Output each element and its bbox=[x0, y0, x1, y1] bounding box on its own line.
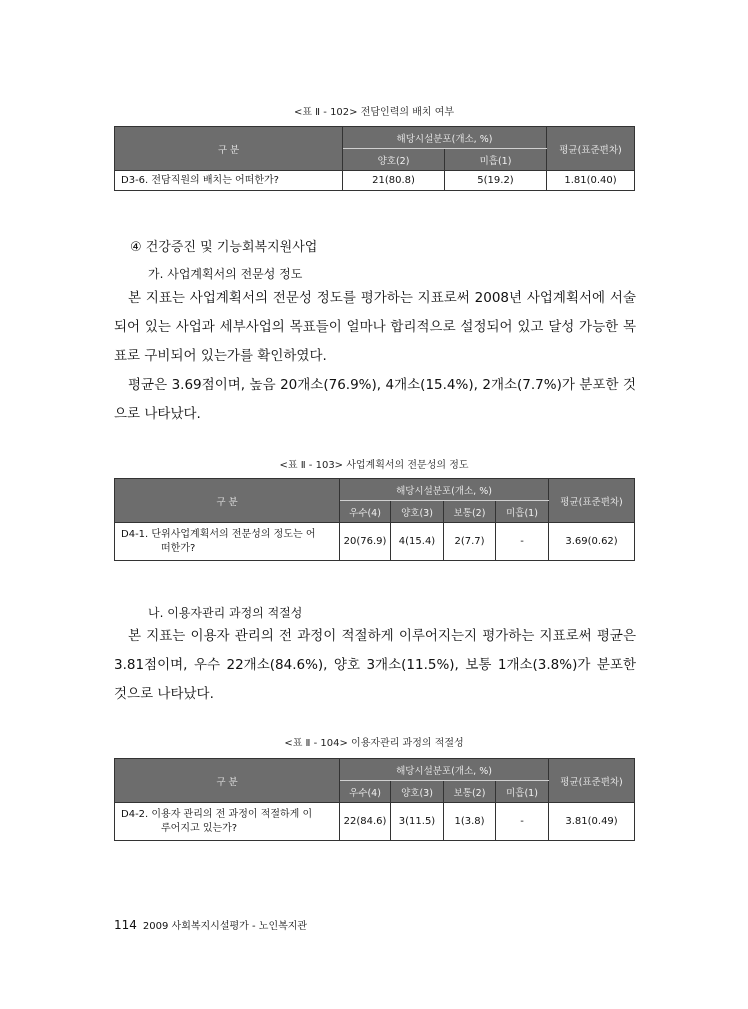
header-col: 미흡(1) bbox=[445, 149, 547, 171]
header-col: 양호(3) bbox=[391, 501, 444, 523]
table-102 bbox=[114, 126, 635, 191]
header-col: 양호(3) bbox=[391, 781, 444, 803]
table-102-caption: <표 Ⅱ - 102> 전담인력의 배치 여부 bbox=[293, 107, 455, 118]
footer-title: 2009 사회복지시설평가 - 노인복지관 bbox=[142, 921, 308, 932]
table-row bbox=[115, 171, 635, 191]
row-value: 3(11.5) bbox=[391, 803, 444, 841]
row-value: 20(76.9) bbox=[340, 523, 391, 561]
header-gubun: 구 분 bbox=[115, 759, 340, 803]
header-group: 해당시설분포(개소, %) bbox=[340, 759, 549, 781]
row-value: 22(84.6) bbox=[340, 803, 391, 841]
header-gubun: 구 분 bbox=[115, 479, 340, 523]
subsection-a-heading: 가. 사업계획서의 전문성 정도 bbox=[148, 267, 303, 281]
table-104 bbox=[114, 758, 635, 841]
row-question-line2: 떠한가? bbox=[161, 542, 196, 554]
header-col: 우수(4) bbox=[340, 501, 391, 523]
header-col: 양호(2) bbox=[343, 149, 445, 171]
row-question bbox=[115, 803, 340, 841]
row-mean: 3.69(0.62) bbox=[549, 523, 635, 561]
header-mean: 평균(표준편차) bbox=[549, 759, 635, 803]
table-103 bbox=[114, 478, 635, 561]
section-heading: ④ 건강증진 및 기능회복지원사업 bbox=[130, 240, 318, 255]
header-group: 해당시설분포(개소, %) bbox=[340, 479, 549, 501]
row-question-line1: D4-2. 이용자 관리의 전 과정이 적절하게 이 bbox=[121, 808, 313, 820]
header-col: 보통(2) bbox=[444, 781, 496, 803]
table-row bbox=[115, 523, 635, 561]
row-question: D3-6. 전담직원의 배치는 어떠한가? bbox=[115, 171, 343, 191]
header-col: 보통(2) bbox=[444, 501, 496, 523]
header-gubun: 구 분 bbox=[115, 127, 343, 171]
table-row bbox=[115, 803, 635, 841]
header-mean: 평균(표준편차) bbox=[547, 127, 635, 171]
table-103-caption: <표 Ⅱ - 103> 사업계획서의 전문성의 정도 bbox=[279, 460, 469, 471]
header-mean: 평균(표준편차) bbox=[549, 479, 635, 523]
subsection-b-heading: 나. 이용자관리 과정의 적절성 bbox=[148, 606, 303, 620]
row-question bbox=[115, 523, 340, 561]
paragraph-a2: 평균은 3.69점이며, 높음 20개소(76.9%), 4개소(15.4%), 2개소(7.7%)가 분포한 것으로 나타났다. bbox=[114, 377, 636, 422]
page-footer bbox=[114, 917, 307, 932]
row-value: 21(80.8) bbox=[343, 171, 445, 191]
row-value: 5(19.2) bbox=[445, 171, 547, 191]
header-col: 미흡(1) bbox=[496, 781, 549, 803]
header-group: 해당시설분포(개소, %) bbox=[343, 127, 547, 149]
row-mean: 1.81(0.40) bbox=[547, 171, 635, 191]
paragraph-a1: 본 지표는 사업계획서의 전문성 정도를 평가하는 지표로써 2008년 사업계획서에 서술되어 있는 사업과 세부사업의 목표들이 얼마나 합리적으로 설정되어 있고 달성 가능한 목표로 구비되어 있는가를 확인하였다. bbox=[114, 290, 636, 364]
row-value: 4(15.4) bbox=[391, 523, 444, 561]
page-number: 114 bbox=[114, 918, 137, 932]
header-col: 미흡(1) bbox=[496, 501, 549, 523]
row-value: - bbox=[496, 803, 549, 841]
row-question-line1: D4-1. 단위사업계획서의 전문성의 정도는 어 bbox=[121, 528, 316, 540]
row-value: - bbox=[496, 523, 549, 561]
row-mean: 3.81(0.49) bbox=[549, 803, 635, 841]
row-value: 2(7.7) bbox=[444, 523, 496, 561]
paragraph-b: 본 지표는 이용자 관리의 전 과정이 적절하게 이루어지는지 평가하는 지표로써 평균은 3.81점이며, 우수 22개소(84.6%), 양호 3개소(11.5%), 보통 1개소(3.8%)가 분포한 것으로 나타났다. bbox=[114, 628, 636, 702]
header-col: 우수(4) bbox=[340, 781, 391, 803]
table-104-caption: <표 Ⅱ - 104> 이용자관리 과정의 적절성 bbox=[284, 738, 464, 749]
row-question-line2: 루어지고 있는가? bbox=[161, 822, 238, 834]
row-value: 1(3.8) bbox=[444, 803, 496, 841]
